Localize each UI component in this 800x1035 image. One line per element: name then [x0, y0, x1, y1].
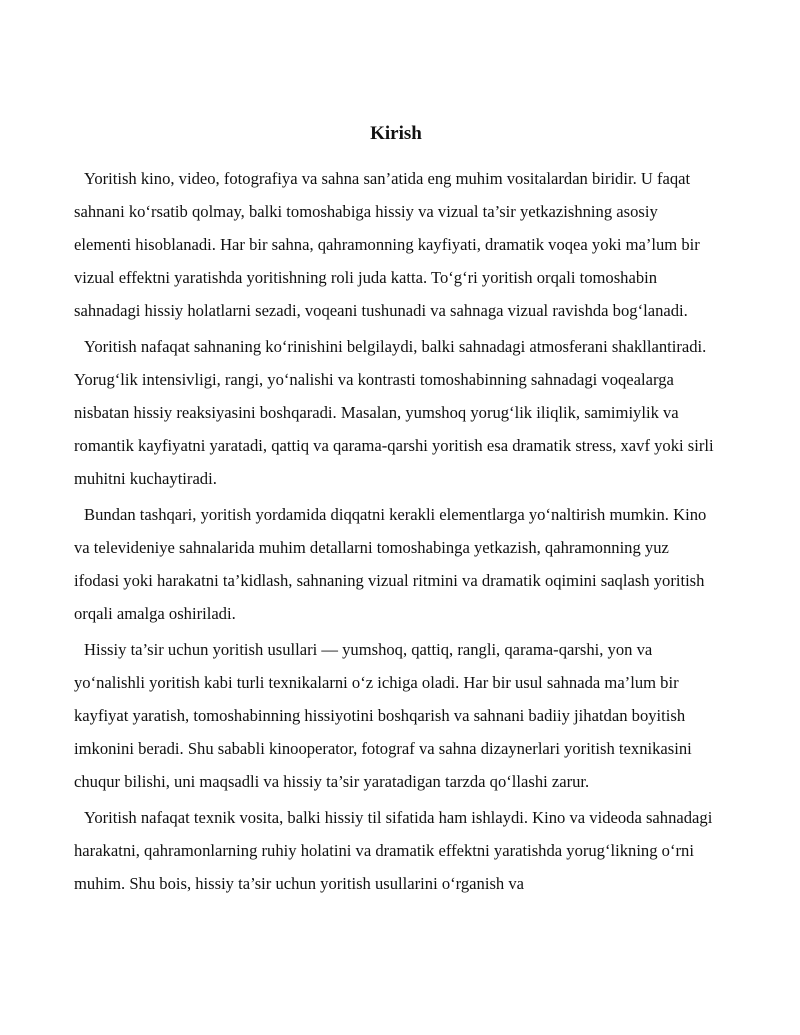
paragraph-5: Yoritish nafaqat texnik vosita, balki hissiy til sifatida ham ishlaydi. Kino va videoda sahnadagi harakatni, qahramonlarning ruhiy holatini va dramatik effektni yaratishda yorug‘likning o‘rni muhim. Shu bois, hissiy ta’sir uchun yoritish usullarini o‘rganish va [74, 808, 713, 893]
document-page [74, 120, 718, 903]
paragraph-2: Yoritish nafaqat sahnaning ko‘rinishini belgilaydi, balki sahnadagi atmosferani shakllantiradi. Yorug‘lik intensivligi, rangi, yo‘nalishi va kontrasti tomoshabinning sahnadagi voqealarga nisbatan hissiy reaksiyasini boshqaradi. Masalan, yumshoq yorug‘lik iliqlik, samimiylik va romantik kayfiyatni yaratadi, qattiq va qarama-qarshi yoritish esa dramatik stress, xavf yoki sirli muhitni kuchaytiradi. [74, 337, 714, 488]
paragraph-4: Hissiy ta’sir uchun yoritish usullari — yumshoq, qattiq, rangli, qarama-qarshi, yon va yo‘nalishli yoritish kabi turli texnikalarni o‘z ichiga oladi. Har bir usul sahnada ma’lum bir kayfiyat yaratish, tomoshabinning hissiyotini boshqarish va sahnani badiiy jihatdan boyitish imkonini beradi. Shu sababli kinooperator, fotograf va sahna dizaynerlari yoritish texnikasini chuqur bilishi, uni maqsadli va hissiy ta’sir yaratadigan tarzda qo‘llashi zarur. [74, 640, 692, 791]
document-title: Kirish [370, 123, 422, 144]
paragraph-3: Bundan tashqari, yoritish yordamida diqqatni kerakli elementlarga yo‘naltirish mumkin. Kino va televideniye sahnalarida muhim detallarni tomoshabinga yetkazish, qahramonning yuz ifodasi yoki harakatni ta’kidlash, sahnaning vizual ritmini va dramatik oqimini saqlash yoritish orqali amalga oshiriladi. [74, 505, 707, 623]
paragraph-1: Yoritish kino, video, fotografiya va sahna san’atida eng muhim vositalardan biridir. U faqat sahnani ko‘rsatib qolmay, balki tomoshabiga hissiy va vizual ta’sir yetkazishning asosiy elementi hisoblanadi. Har bir sahna, qahramonning kayfiyati, dramatik voqea yoki ma’lum bir vizual effektni yaratishda yoritishning roli juda katta. To‘g‘ri yoritish orqali tomoshabin sahnadagi hissiy holatlarni sezadi, voqeani tushunadi va sahnaga vizual ravishda bog‘lanadi. [74, 169, 700, 320]
